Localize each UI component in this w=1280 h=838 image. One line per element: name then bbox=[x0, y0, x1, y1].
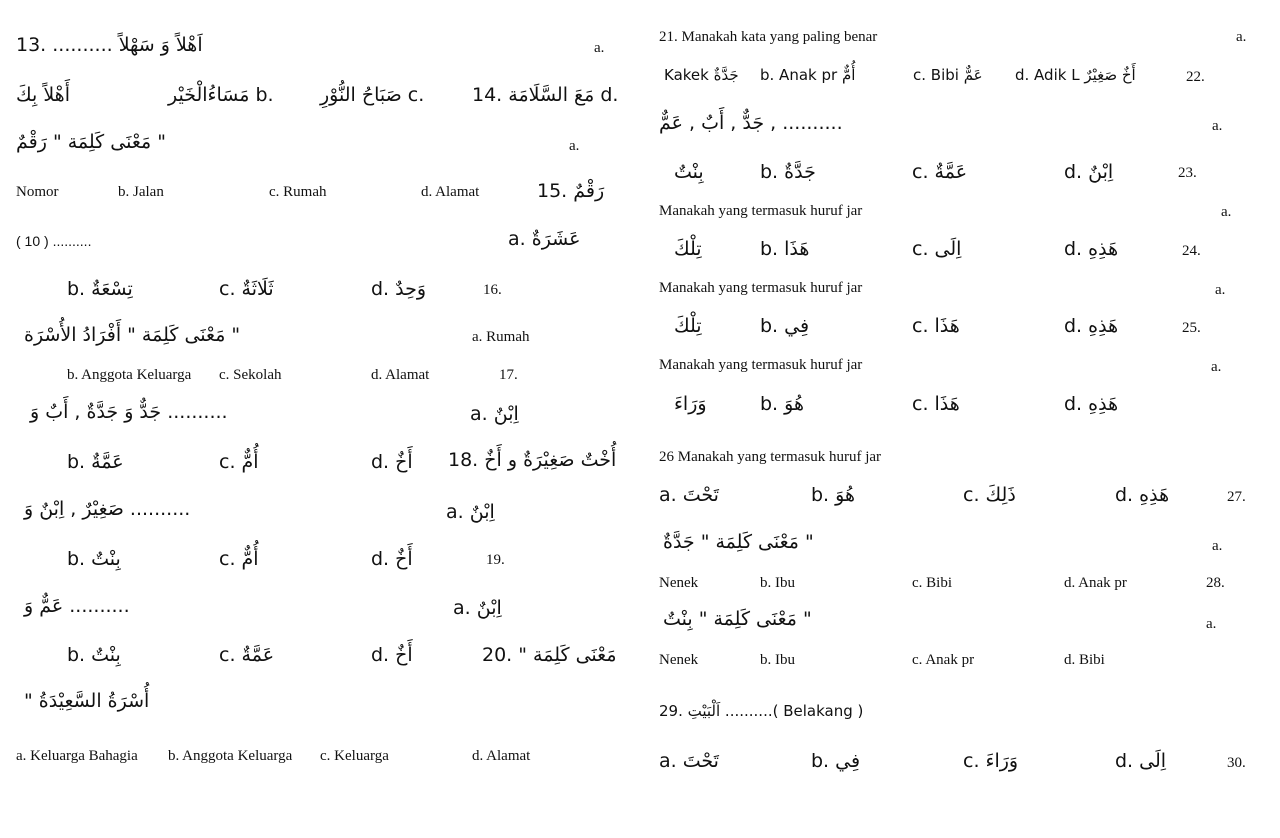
q26-opt-d: d. هَذِهِ bbox=[1115, 484, 1170, 506]
q13-opt-a: a. bbox=[594, 40, 605, 56]
q22-opt-b: b. جَدَّةٌ bbox=[760, 161, 816, 183]
q21-opt-b: b. Anak pr أُمٌّ bbox=[760, 66, 856, 84]
q22-opt-a: a. bbox=[1212, 118, 1223, 134]
q15-opt-b: b. Jalan bbox=[118, 184, 164, 200]
q28-opt-d: d. Bibi bbox=[1064, 652, 1105, 668]
q20-prompt: عَمٌّ وَ .......... bbox=[24, 595, 130, 617]
q20-num: 20. " مَعْنَى كَلِمَة bbox=[482, 644, 617, 666]
q18-prompt: جَدٌّ وَ جَدَّةٌ , أَبٌ وَ .......... bbox=[30, 401, 228, 423]
q23-opt-a: a. bbox=[1221, 204, 1232, 220]
q27-opt-d: d. Anak pr bbox=[1064, 575, 1127, 591]
q22-opt-c: c. عَمَّةٌ bbox=[912, 161, 968, 183]
q14-opt-b: مَسَاءُالْخَيْر b. bbox=[168, 84, 274, 106]
q22-prompt: جَدٌّ , أَبٌ , عَمٌّ , .......... bbox=[659, 112, 843, 134]
q15-opt-c: c. Rumah bbox=[269, 184, 327, 200]
q14-opt-c: صَبَاحُ النُّوْرِ c. bbox=[320, 84, 425, 106]
q16-opt-b: b. تِسْعَةٌ bbox=[67, 278, 133, 300]
q27-nenek: Nenek bbox=[659, 575, 699, 591]
q30-opt-a: a. تَحْتَ bbox=[659, 750, 719, 772]
q22-opt-first: بِنْتٌ bbox=[674, 161, 704, 183]
q18-opt-a: a. اِبْنٌ bbox=[470, 403, 519, 425]
q18-opt-d: d. أَخٌ bbox=[371, 451, 413, 473]
q17-opt-b: b. Anggota Keluarga bbox=[67, 367, 192, 383]
q15-num: 15. رَقْمٌ bbox=[537, 180, 605, 202]
q23-opt-b: b. هَذَا bbox=[760, 238, 810, 260]
q24-opt-a: a. bbox=[1215, 282, 1226, 298]
q16-opt-c: c. ثَلَاثَةٌ bbox=[219, 278, 274, 300]
q27-prompt: مَعْنَى كَلِمَة " جَدَّةٌ " bbox=[663, 531, 814, 553]
q20-opt-d2: d. Alamat bbox=[472, 748, 531, 764]
q24-opt-d: d. هَذِهِ bbox=[1064, 315, 1119, 337]
q24-opt-b: b. فِي bbox=[760, 315, 810, 337]
q19-opt-c: c. أُمٌّ bbox=[219, 548, 259, 570]
q18-num: 18. أُخْتٌ صَغِيْرَةٌ و أَخٌ bbox=[448, 449, 617, 471]
q23-opt-c: c. اِلَى bbox=[912, 238, 962, 260]
q23-prompt: Manakah yang termasuk huruf jar bbox=[659, 203, 863, 219]
q21-opt-c: c. Bibi عَمٌّ bbox=[913, 66, 983, 84]
q19-opt-d: d. أَخٌ bbox=[371, 548, 413, 570]
q22-opt-d: d. اِبْنٌ bbox=[1064, 161, 1114, 183]
q20-cont: " أُسْرَةُ السَّعِيْدَةُ bbox=[24, 690, 150, 712]
q20-opt-a: a. اِبْنٌ bbox=[453, 597, 502, 619]
q23-num: 24. bbox=[1182, 243, 1201, 259]
q30-num: 30. bbox=[1227, 755, 1246, 771]
q23-opt-d: d. هَذِهِ bbox=[1064, 238, 1119, 260]
q24-prompt: Manakah yang termasuk huruf jar bbox=[659, 280, 863, 296]
q26-opt-c: c. ذَلِكَ bbox=[963, 484, 1016, 506]
q30-opt-b: b. فِي bbox=[811, 750, 861, 772]
q20-opt-c2: c. Keluarga bbox=[320, 748, 389, 764]
q14-line: 14. مَعَ السَّلَامَة d. bbox=[472, 84, 619, 106]
q19-num: 19. bbox=[486, 552, 505, 568]
q28-prompt: مَعْنَى كَلِمَة " بِنْتٌ " bbox=[663, 608, 812, 630]
q15-prompt: مَعْنَى كَلِمَة " رَقْمٌ " bbox=[16, 131, 166, 153]
q20-opt-a2: a. Keluarga Bahagia bbox=[16, 748, 138, 764]
q28-opt-b: b. Ibu bbox=[760, 652, 795, 668]
q25-opt-first: وَرَاءَ bbox=[674, 393, 707, 415]
q14-opt-first: أَهْلاً بِكَ bbox=[16, 84, 70, 106]
q19-opt-b: b. بِنْتٌ bbox=[67, 548, 121, 570]
q17-opt-d: d. Alamat bbox=[371, 367, 430, 383]
q15-opt-a: a. bbox=[569, 138, 580, 154]
q20-opt-d: d. أَخٌ bbox=[371, 644, 413, 666]
q27-opt-a: a. bbox=[1212, 538, 1223, 554]
q16-opt-d: d. وَحِدٌ bbox=[371, 278, 427, 300]
q24-num: 25. bbox=[1182, 320, 1201, 336]
q20-opt-c: c. عَمَّةٌ bbox=[219, 644, 275, 666]
q13-line: 13. .......... اَهْلاً وَ سَهْلاً bbox=[16, 34, 203, 56]
q29-prompt: 29. اَلْبَيْتِ ..........( Belakang ) bbox=[659, 702, 864, 720]
q19-opt-a: a. اِبْنٌ bbox=[446, 501, 495, 523]
q21-prompt: 21. Manakah kata yang paling benar bbox=[659, 29, 878, 45]
q15-nomor: Nomor bbox=[16, 184, 59, 200]
q18-opt-c: c. أُمٌّ bbox=[219, 451, 259, 473]
q17-opt-c: c. Sekolah bbox=[219, 367, 282, 383]
q28-opt-a: a. bbox=[1206, 616, 1217, 632]
q24-opt-first: تِلْكَ bbox=[674, 315, 702, 337]
q21-num: 22. bbox=[1186, 69, 1205, 85]
q17-num: 17. bbox=[499, 367, 518, 383]
q22-num: 23. bbox=[1178, 165, 1197, 181]
q25-opt-d: d. هَذِهِ bbox=[1064, 393, 1119, 415]
q20-opt-b: b. بِنْتٌ bbox=[67, 644, 121, 666]
q25-opt-c: c. هَذَا bbox=[912, 393, 960, 415]
q21-kakek: Kakek جَدَّةٌ bbox=[664, 66, 739, 84]
q17-opt-a: a. Rumah bbox=[472, 329, 530, 345]
q27-num: 28. bbox=[1206, 575, 1225, 591]
q15-opt-d: d. Alamat bbox=[421, 184, 480, 200]
q16-num: 16. bbox=[483, 282, 502, 298]
q19-prompt: صَغِيْرٌ , اِبْنٌ وَ .......... bbox=[24, 498, 191, 520]
q28-nenek: Nenek bbox=[659, 652, 699, 668]
q26-opt-b: b. هُوَ bbox=[811, 484, 855, 506]
q25-prompt: Manakah yang termasuk huruf jar bbox=[659, 357, 863, 373]
q30-opt-c: c. وَرَاءَ bbox=[963, 750, 1019, 772]
q27-opt-c: c. Bibi bbox=[912, 575, 952, 591]
q17-prompt: مَعْنَى كَلِمَة " أَفْرَادُ الأُسْرَة " bbox=[24, 324, 241, 346]
q26-opt-a: a. تَحْتَ bbox=[659, 484, 719, 506]
q16-opt-a: a. عَشَرَةٌ bbox=[508, 228, 581, 250]
q20-opt-b2: b. Anggota Keluarga bbox=[168, 748, 293, 764]
q30-opt-d: d. اِلَى bbox=[1115, 750, 1167, 772]
q21-opt-a: a. bbox=[1236, 29, 1247, 45]
q26-prompt: 26 Manakah yang termasuk huruf jar bbox=[659, 449, 882, 465]
q28-opt-c: c. Anak pr bbox=[912, 652, 975, 668]
q27-opt-b: b. Ibu bbox=[760, 575, 795, 591]
q23-opt-first: تِلْكَ bbox=[674, 238, 702, 260]
q21-opt-d: d. Adik L أَخٌ صَغِيْرٌ bbox=[1015, 66, 1136, 84]
q25-opt-a: a. bbox=[1211, 359, 1222, 375]
q25-opt-b: b. هُوَ bbox=[760, 393, 804, 415]
q26-num: 27. bbox=[1227, 489, 1246, 505]
q16-prompt: ( 10 ) .......... bbox=[16, 233, 92, 249]
q24-opt-c: c. هَذَا bbox=[912, 315, 960, 337]
q18-opt-b: b. عَمَّةٌ bbox=[67, 451, 124, 473]
